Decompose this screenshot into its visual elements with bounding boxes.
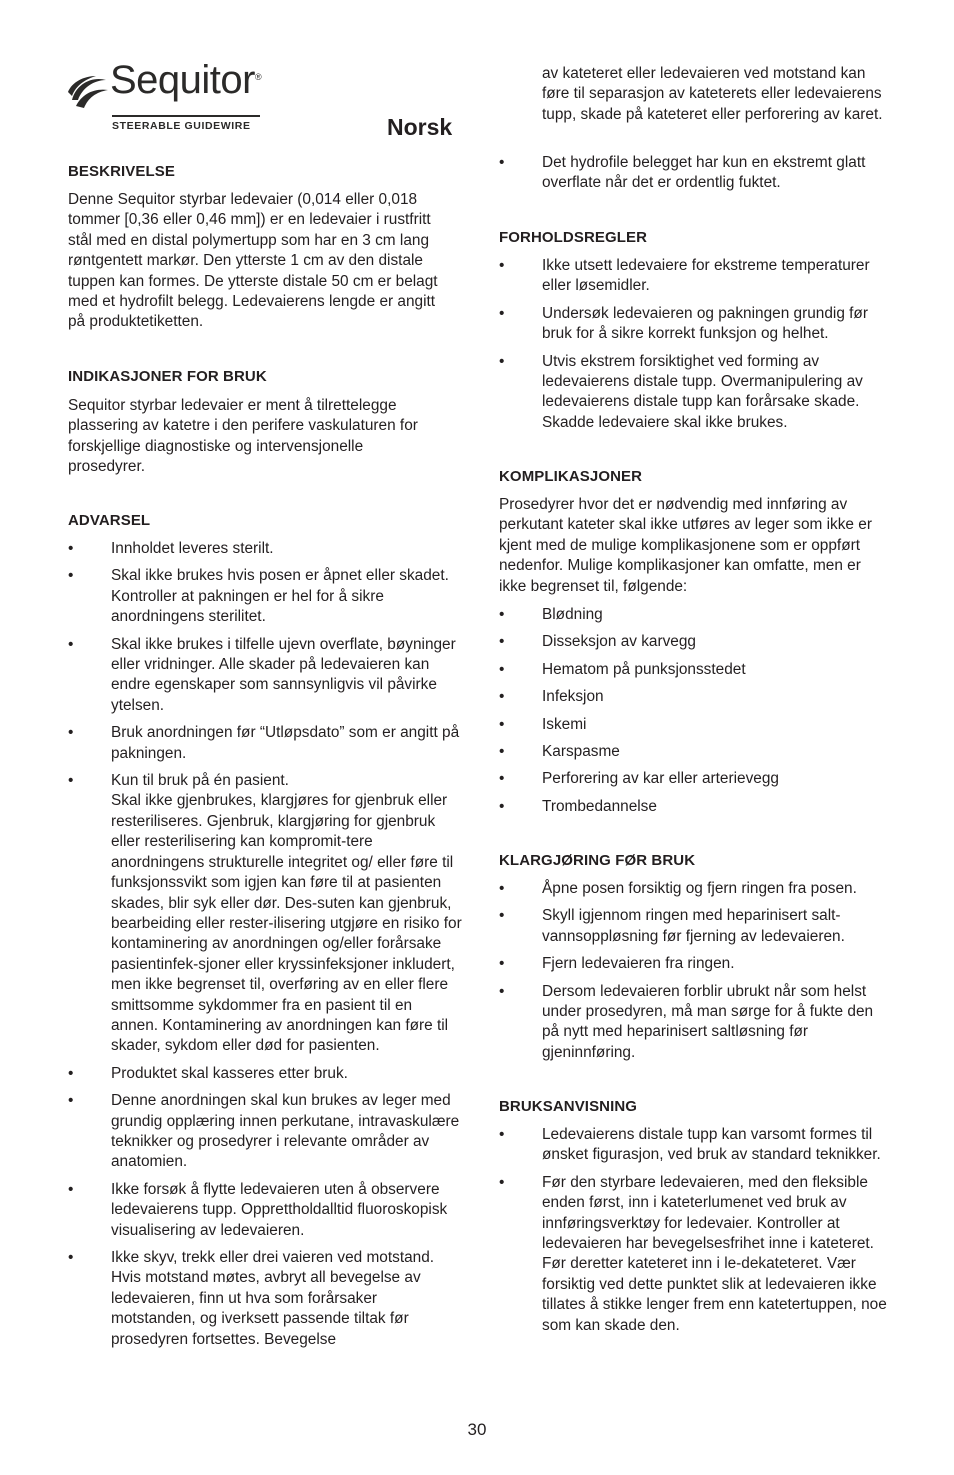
warning-list-continued (499, 153, 891, 201)
list-item: • Infeksjon (499, 687, 891, 707)
bullet-icon: • (68, 1180, 74, 1198)
list-item: • Bruk anordningen før “Utløpsdato” som er angitt på pakningen. (68, 724, 460, 762)
warning-list (68, 539, 463, 1357)
bullet-icon: • (499, 982, 505, 1000)
warning-continuation: av kateteret eller ledevaieren ved motstand kan føre til separasjon av kateterets eller ledevaierens tupp, skade på kateteret eller perforering av karet. (542, 65, 883, 123)
list-item: • Ledevaierens distale tupp kan varsomt formes til ønsket figurasjon, ved bruk av standard teknikker. (499, 1126, 881, 1164)
indications-text: Sequitor styrbar ledevaier er ment å tilrettelegge plassering av katetre i den perifere vaskulaturen for forskjellige diagnostiske og intervensjonelle prosedyrer. (68, 397, 418, 476)
list-item: • Det hydrofile belegget har kun en ekstremt glatt overflate når det er ordentlig fuktet. (499, 154, 866, 192)
list-item: • Denne anordningen skal kun brukes av leger med grundig opplæring innen perkutane, intravaskulære teknikker og prosedyrer i relevante områder av anatomien. (68, 1092, 460, 1171)
bullet-icon: • (499, 715, 505, 733)
list-item: • Undersøk ledevaieren og pakningen grundig før bruk for å sikre korrekt funksjon og helhet. (499, 304, 868, 343)
bullet-icon: • (499, 1173, 505, 1191)
list-item: • Innholdet leveres sterilt. (68, 539, 463, 559)
instructions-list (499, 1125, 891, 1343)
logo-tagline: STEERABLE GUIDEWIRE (112, 120, 251, 132)
bullet-icon: • (499, 154, 505, 171)
bullet-icon: • (499, 304, 505, 322)
list-item: • Kun til bruk på én pasient. Skal ikke gjenbrukes, klargjøres for gjenbruk eller resteriliseres. Gjenbruk, klargjøring for gjenbruk eller resterilisering kan kompromit-tere anordningens strukturelle integritet og/ eller føre til funksjonssvikt som igjen kan føre til at pasienten skades, blir syk eller dør. Des-suten kan gjenbruk, bearbeiding eller rester-ilisering utgjøre en risiko for kontaminering av anordningen og/eller forårsake pasientinfek-sjoner eller kryssinfeksjoner inkludert, men ikke begrenset til, overføring av en eller flere smittsomme sykdommer fra en pasient til en annen. Kontaminering av anordningen kan føre til skader, sykdom eller død for pasienten. (68, 772, 462, 1055)
list-item: • Dersom ledevaieren forblir ubrukt når som helst under prosedyren, må man sørge for å fukte den på nytt med heparinisert saltløsning før gjeninnføring. (499, 982, 874, 1061)
language-heading: Norsk (387, 114, 453, 140)
bullet-icon: • (68, 1092, 74, 1110)
list-item: • Ikke skyv, trekk eller drei vaieren ved motstand. Hvis motstand møtes, avbryt all bevegelse av ledevaieren, finn ut hva som forårsaker motstanden, og iverksett passende tiltak før prosedyren fortsettes. Bevegelse (68, 1249, 435, 1348)
bullet-icon: • (68, 540, 74, 557)
logo-rule (112, 115, 260, 117)
list-item: • Produktet skal kasseres etter bruk. (68, 1064, 463, 1084)
bullet-icon: • (499, 660, 505, 678)
complications-heading: KOMPLIKASJONER (499, 468, 643, 485)
description-heading: BESKRIVELSE (68, 163, 175, 180)
preparation-list (499, 879, 891, 1070)
bullet-icon: • (499, 352, 505, 370)
list-item: • Hematom på punksjonsstedet (499, 660, 891, 680)
bullet-icon: • (499, 606, 505, 623)
bullet-icon: • (68, 635, 74, 653)
bullet-icon: • (499, 797, 505, 815)
sequitor-swoosh-icon (66, 70, 110, 114)
list-item: • Perforering av kar eller arterievegg (499, 769, 891, 789)
list-item: • Ikke utsett ledevaiere for ekstreme temperaturer eller løsemidler. (499, 257, 870, 295)
logo-brand-text: Sequitor® (110, 58, 262, 102)
list-item: • Skyll igjennom ringen med heparinisert salt-vannsoppløsning før fjerning av ledevaieren. (499, 907, 845, 945)
sequitor-logo (66, 58, 276, 136)
instructions-heading: BRUKSANVISNING (499, 1098, 638, 1115)
preparation-heading: KLARGJØRING FØR BRUK (499, 852, 696, 869)
bullet-icon: • (499, 907, 505, 925)
list-item: • Utvis ekstrem forsiktighet ved forming av ledevaierens distale tupp. Overmanipulering av ledevaierens distale tupp kan forårsake skade. Skadde ledevaiere skal ikke brukes. (499, 352, 863, 431)
indications-heading: INDIKASJONER FOR BRUK (68, 368, 267, 385)
bullet-icon: • (499, 880, 505, 897)
bullet-icon: • (499, 688, 505, 706)
list-item: • Skal ikke brukes hvis posen er åpnet eller skadet. Kontroller at pakningen er hel for å sikre anordningens sterilitet. (68, 567, 449, 626)
list-item: • Blødning (499, 605, 891, 625)
list-item: • Ikke forsøk å flytte ledevaieren uten å observere ledevaierens tupp. Opprettholdalltid fluoroskopisk visualisering av ledevaieren. (68, 1180, 448, 1239)
list-item: • Karspasme (499, 742, 891, 762)
bullet-icon: • (499, 257, 505, 274)
bullet-icon: • (499, 955, 505, 973)
list-item: • Før den styrbare ledevaieren, med den fleksible enden først, inn i kateterlumenet ved bruk av innføringsverktøy for ledevaier. Kontroller at ledevaieren har bevegelsesfrihet inne i kateteret. Før deretter kateteret inn i le-dekateteret. Vær forsiktig ved dette punktet slik at ledevaieren ikke tillates å stikke lenger frem enn katetertuppen, noe som kan skade den. (499, 1173, 887, 1334)
bullet-icon: • (499, 743, 505, 761)
list-item: • Fjern ledevaieren fra ringen. (499, 954, 891, 974)
warning-heading: ADVARSEL (68, 512, 151, 529)
bullet-icon: • (68, 1064, 74, 1082)
complications-list (499, 605, 891, 824)
list-item: • Iskemi (499, 715, 891, 735)
bullet-icon: • (499, 770, 505, 788)
page-number: 30 (467, 1420, 487, 1439)
bullet-icon: • (499, 1126, 505, 1143)
list-item: • Skal ikke brukes i tilfelle ujevn overflate, bøyninger eller vridninger. Alle skader på ledevaieren kan endre egenskaper som sannsynligvis vil påvirke ytelsen. (68, 635, 456, 714)
bullet-icon: • (68, 567, 74, 585)
bullet-icon: • (68, 772, 74, 790)
complications-text: Prosedyrer hvor det er nødvendig med innføring av perkutant kateter skal ikke utføres av leger som ikke er kjent med de mulige komplikasjonene som er oppført nedenfor. Mulige komplikasjoner kan omfatte, men er ikke begrenset til, følgende: (499, 496, 872, 595)
bullet-icon: • (499, 633, 505, 651)
bullet-icon: • (68, 1249, 74, 1266)
bullet-icon: • (68, 724, 74, 742)
list-item: • Disseksjon av karvegg (499, 632, 891, 652)
precautions-heading: FORHOLDSREGLER (499, 229, 648, 246)
list-item: • Trombedannelse (499, 797, 891, 817)
precautions-list (499, 256, 891, 440)
list-item: • Åpne posen forsiktig og fjern ringen fra posen. (499, 879, 891, 899)
description-text: Denne Sequitor styrbar ledevaier (0,014 eller 0,018 tommer [0,36 eller 0,46 mm]) er en ledevaier i rustfritt stål med en distal polymertupp som har en 3 cm lang røntgentett markør. Den ytterste 1 cm av den distale tuppen kan formes. De ytterste distale 50 cm er belagt med et hydrofilt belegg. Ledevaierens lengde er angitt på produktetiketten. (68, 191, 438, 331)
